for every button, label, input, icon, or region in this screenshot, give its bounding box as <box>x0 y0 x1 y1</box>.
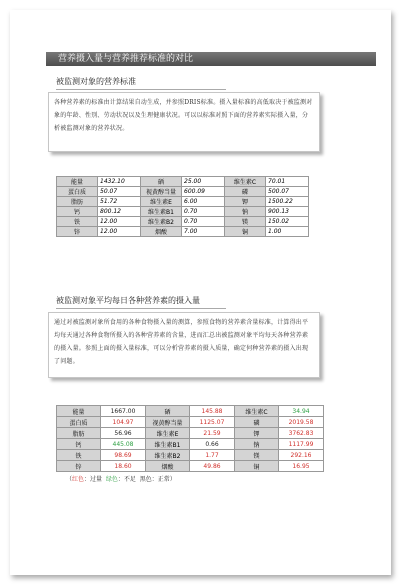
nutrient-label: 钙 <box>57 439 101 450</box>
nutrient-label: 能量 <box>57 406 101 417</box>
nutrient-label: 视黄醇当量 <box>141 187 182 197</box>
nutrient-value: 25.00 <box>182 177 225 187</box>
page-title: 营养摄入量与营养推荐标准的对比 <box>46 52 376 66</box>
section-divider <box>56 89 226 90</box>
standard-table <box>56 176 309 237</box>
nutrient-label: 维生素B1 <box>141 207 182 217</box>
nutrient-label: 铁 <box>57 450 101 461</box>
nutrient-label: 钙 <box>57 207 98 217</box>
nutrient-value: 150.02 <box>266 217 309 227</box>
table-row <box>57 177 309 187</box>
intake-table <box>56 405 324 472</box>
nutrient-value: 51.72 <box>98 197 141 207</box>
nutrient-value: 900.13 <box>266 207 309 217</box>
table-row <box>57 417 324 428</box>
nutrient-value: 7.00 <box>182 227 225 237</box>
table-row <box>57 227 309 237</box>
nutrient-value: 3762.83 <box>279 428 324 439</box>
table-row <box>57 406 324 417</box>
table-row <box>57 187 309 197</box>
nutrient-label: 视黄醇当量 <box>146 417 190 428</box>
nutrient-label: 维生素B2 <box>146 450 190 461</box>
nutrient-label: 蛋白质 <box>57 187 98 197</box>
nutrient-value: 292.16 <box>279 450 324 461</box>
nutrient-value: 18.60 <box>101 461 146 472</box>
nutrient-label: 维生素E <box>146 428 190 439</box>
standard-section-title: 被监测对象的营养标准 <box>56 77 136 86</box>
legend-green-label: 绿色 <box>105 476 118 483</box>
nutrient-label: 硒 <box>146 406 190 417</box>
legend-black-label: 黑色 <box>139 476 152 483</box>
nutrient-label: 脂肪 <box>57 197 98 207</box>
nutrient-label: 维生素B2 <box>141 217 182 227</box>
nutrient-value: 0.70 <box>182 207 225 217</box>
nutrient-value: 70.01 <box>266 177 309 187</box>
intake-description: 通过对被监测对象所食用的各种食物摄入量的测算，参照食物的营养素含量标准，计算得出平均每天通过各种食物所摄入的各种营养素的含量，进而汇总出被监测对象平均每天各种营养素的摄入量。参照上面的摄入量标准，可以分析营养素的摄入质量，确定何种营养素的摄入出现了问题。 <box>48 312 320 378</box>
table-row <box>57 428 324 439</box>
nutrient-label: 能量 <box>57 177 98 187</box>
nutrient-label: 蛋白质 <box>57 417 101 428</box>
nutrient-label: 维生素C <box>225 177 266 187</box>
nutrient-value: 600.09 <box>182 187 225 197</box>
nutrient-value: 6.00 <box>182 197 225 207</box>
nutrient-label: 铜 <box>235 461 279 472</box>
nutrient-label: 硒 <box>141 177 182 187</box>
color-legend <box>66 474 176 483</box>
intake-section-title: 被监测对象平均每日各种营养素的摄入量 <box>56 296 200 305</box>
nutrient-label: 镁 <box>235 450 279 461</box>
nutrient-label: 铁 <box>57 217 98 227</box>
table-row <box>57 450 324 461</box>
nutrient-label: 烟酸 <box>141 227 182 237</box>
nutrient-label: 铜 <box>225 227 266 237</box>
nutrient-value: 98.69 <box>101 450 146 461</box>
nutrient-value: 12.00 <box>98 217 141 227</box>
table-row <box>57 207 309 217</box>
legend-black-text: ：正常） <box>151 476 176 483</box>
nutrient-label: 镁 <box>225 217 266 227</box>
nutrient-value: 1.77 <box>190 450 235 461</box>
nutrient-value: 104.97 <box>101 417 146 428</box>
nutrient-label: 烟酸 <box>146 461 190 472</box>
nutrient-value: 800.12 <box>98 207 141 217</box>
nutrient-label: 维生素C <box>235 406 279 417</box>
nutrient-label: 脂肪 <box>57 428 101 439</box>
nutrient-label: 维生素B1 <box>146 439 190 450</box>
table-row <box>57 439 324 450</box>
nutrient-value: 445.08 <box>101 439 146 450</box>
table-row <box>57 197 309 207</box>
nutrient-value: 56.96 <box>101 428 146 439</box>
nutrient-label: 锌 <box>57 461 101 472</box>
standard-description: 各种营养素的标准由计算结果自动生成，并参照DRIS标准。摄入量标准的高低取决于被监测对象的年龄、性别、劳动状况以及生理健康状况。可以以标准对照下面的营养素实际摄入量，分析被监测对象的营养状况。 <box>48 92 320 152</box>
report-page <box>10 10 391 575</box>
nutrient-value: 1.00 <box>266 227 309 237</box>
nutrient-value: 12.00 <box>98 227 141 237</box>
nutrient-value: 21.59 <box>190 428 235 439</box>
nutrient-value: 0.66 <box>190 439 235 450</box>
nutrient-value: 50.07 <box>98 187 141 197</box>
nutrient-value: 16.95 <box>279 461 324 472</box>
nutrient-value: 145.88 <box>190 406 235 417</box>
nutrient-value: 1432.10 <box>98 177 141 187</box>
nutrient-label: 钾 <box>225 197 266 207</box>
nutrient-label: 钠 <box>225 207 266 217</box>
nutrient-value: 500.07 <box>266 187 309 197</box>
nutrient-value: 1500.22 <box>266 197 309 207</box>
legend-red-text: ：过量 <box>84 476 103 483</box>
legend-open: （ <box>66 476 73 483</box>
nutrient-value: 1117.99 <box>279 439 324 450</box>
legend-green-text: ：不足 <box>117 476 136 483</box>
table-row <box>57 461 324 472</box>
nutrient-label: 钠 <box>235 439 279 450</box>
section-divider <box>56 308 226 309</box>
nutrient-value: 49.86 <box>190 461 235 472</box>
legend-red-label: 红色 <box>72 476 85 483</box>
nutrient-label: 维生素E <box>141 197 182 207</box>
nutrient-value: 1125.07 <box>190 417 235 428</box>
nutrient-label: 钾 <box>235 428 279 439</box>
nutrient-label: 磷 <box>235 417 279 428</box>
nutrient-label: 磷 <box>225 187 266 197</box>
nutrient-value: 34.94 <box>279 406 324 417</box>
table-row <box>57 217 309 227</box>
nutrient-value: 0.70 <box>182 217 225 227</box>
nutrient-value: 2019.58 <box>279 417 324 428</box>
nutrient-value: 1667.00 <box>101 406 146 417</box>
nutrient-label: 锌 <box>57 227 98 237</box>
